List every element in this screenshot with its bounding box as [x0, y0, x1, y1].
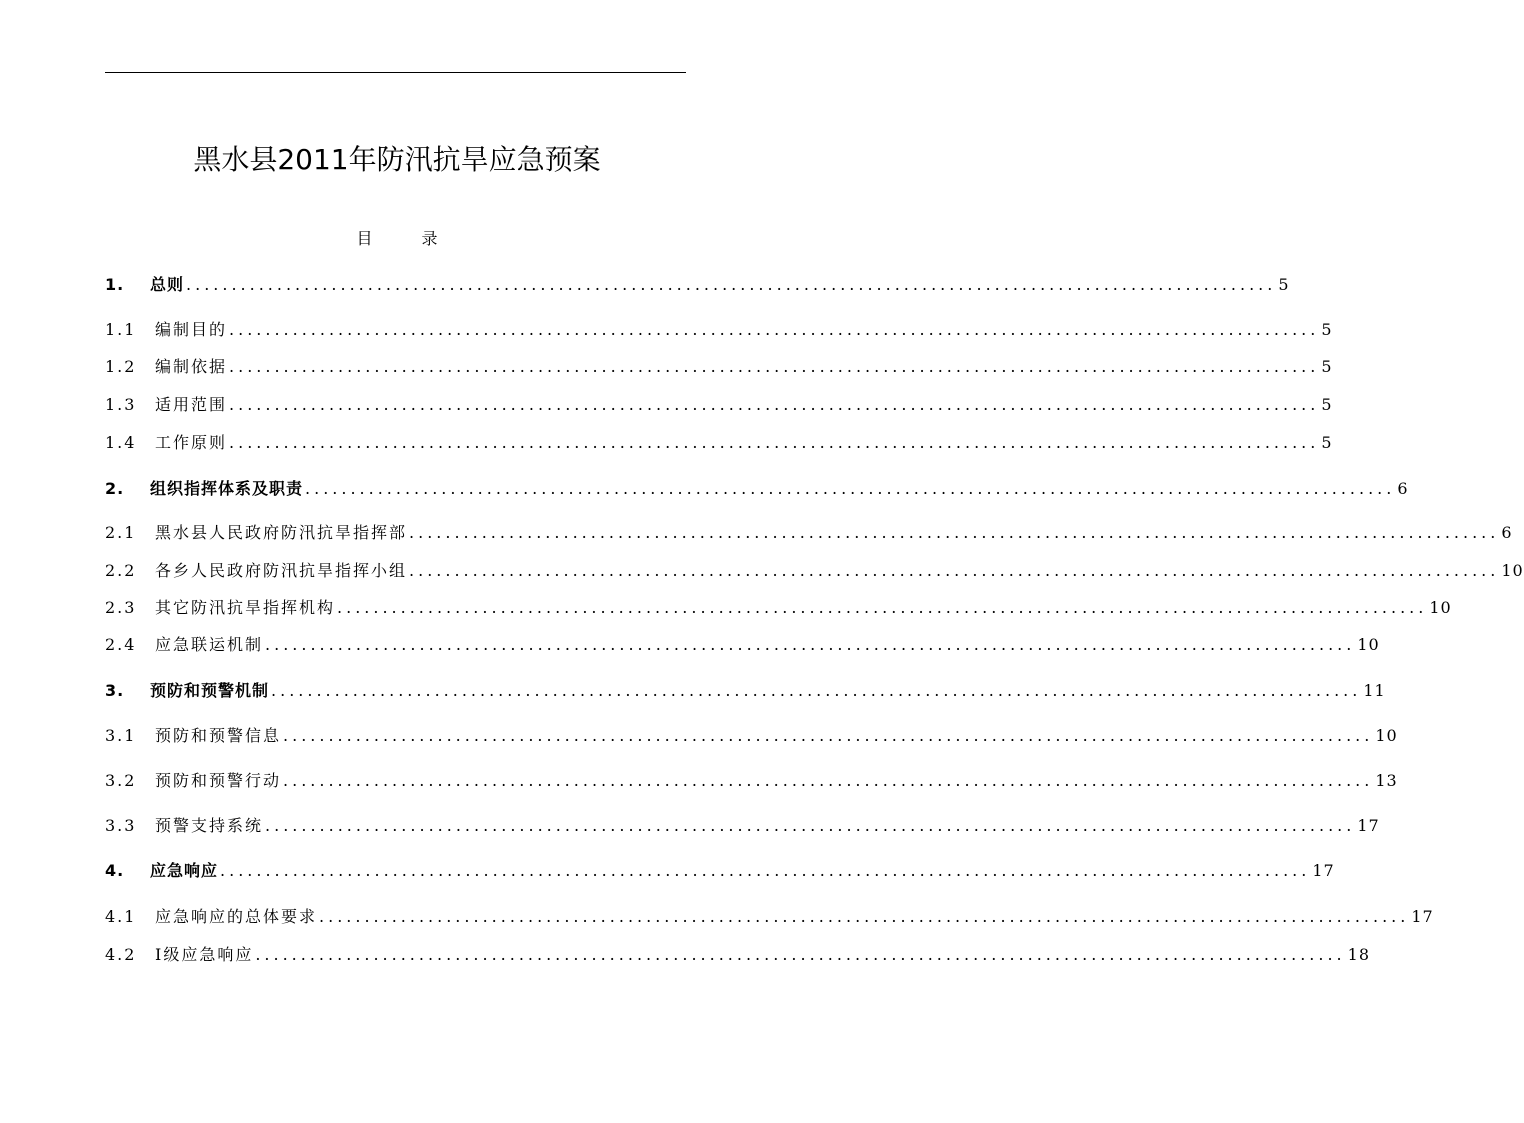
- toc-entry-number: 1.4: [105, 433, 137, 452]
- toc-entry-page-number: 5: [1321, 357, 1333, 376]
- toc-entry-page-number: 17: [1411, 907, 1434, 926]
- toc-entry-label: 应急响应: [150, 861, 219, 880]
- toc-entry-page-number: 5: [1321, 395, 1333, 414]
- toc-entry-number: 4.2: [105, 945, 137, 964]
- toc-entry-page-number: 5: [1321, 433, 1333, 452]
- document-title: 黑水县2011年防汛抗旱应急预案: [193, 143, 601, 176]
- toc-entry-number: 1.2: [105, 357, 137, 376]
- toc-entry-number: 3.2: [105, 771, 137, 790]
- toc-entry[interactable]: [105, 354, 1333, 377]
- toc-entry-label: 预防和预警行动: [155, 771, 282, 790]
- toc-entry-label: 黑水县人民政府防汛抗旱指挥部: [155, 523, 408, 542]
- toc-entry-label: 各乡人民政府防汛抗旱指挥小组: [155, 561, 408, 580]
- toc-entry-label: 预防和预警信息: [155, 726, 282, 745]
- toc-dot-leader: ........................................................................................................................: [337, 598, 1428, 617]
- toc-entry-number: 4.: [105, 861, 125, 880]
- toc-entry[interactable]: [105, 595, 1452, 618]
- toc-entry-page-number: 10: [1357, 635, 1380, 654]
- toc-entry-number: 2.2: [105, 561, 137, 580]
- toc-entry-label: 其它防汛抗旱指挥机构: [155, 598, 336, 617]
- toc-entry-label: 编制依据: [155, 357, 228, 376]
- toc-entry-label: 工作原则: [155, 433, 228, 452]
- toc-entry-page-number: 10: [1429, 598, 1452, 617]
- toc-entry-page-number: 10: [1501, 561, 1524, 580]
- toc-entry[interactable]: [105, 768, 1398, 791]
- toc-entry-label: 组织指挥体系及职责: [150, 479, 304, 498]
- toc-entry[interactable]: [105, 430, 1333, 453]
- toc-dot-leader: ........................................................................................................................: [220, 861, 1311, 880]
- toc-entry-number: 1.1: [105, 320, 137, 339]
- toc-heading: 目 录: [356, 229, 460, 248]
- toc-entry-page-number: 17: [1312, 861, 1335, 880]
- toc-entry-label: 编制目的: [155, 320, 228, 339]
- toc-entry-number: 2.: [105, 479, 125, 498]
- toc-entry-number: 3.: [105, 681, 125, 700]
- toc-entry[interactable]: [105, 520, 1513, 543]
- toc-dot-leader: ........................................................................................................................: [283, 771, 1374, 790]
- toc-entry-page-number: 5: [1278, 275, 1290, 294]
- toc-entry[interactable]: [105, 476, 1409, 499]
- header-rule: [105, 72, 686, 73]
- toc-entry[interactable]: [105, 678, 1386, 701]
- toc-dot-leader: ........................................................................................................................: [409, 561, 1500, 580]
- toc-entry[interactable]: [105, 942, 1370, 965]
- toc-dot-leader: ........................................................................................................................: [229, 433, 1320, 452]
- toc-entry-label: 总则: [150, 275, 185, 294]
- toc-entry-page-number: 17: [1357, 816, 1380, 835]
- toc-dot-leader: ........................................................................................................................: [229, 357, 1320, 376]
- toc-entry-number: 4.1: [105, 907, 137, 926]
- toc-entry-label: 预警支持系统: [155, 816, 264, 835]
- toc-entry[interactable]: [105, 392, 1333, 415]
- toc-entry-number: 1.: [105, 275, 125, 294]
- toc-entry-page-number: 6: [1501, 523, 1513, 542]
- toc-entry-page-number: 18: [1347, 945, 1370, 964]
- toc-entry-number: 3.1: [105, 726, 137, 745]
- toc-entry[interactable]: [105, 723, 1398, 746]
- toc-entry-number: 2.3: [105, 598, 137, 617]
- toc-dot-leader: ........................................................................................................................: [265, 635, 1356, 654]
- toc-dot-leader: ........................................................................................................................: [409, 523, 1500, 542]
- toc-entry-number: 2.4: [105, 635, 137, 654]
- toc-dot-leader: ........................................................................................................................: [305, 479, 1396, 498]
- toc-dot-leader: ........................................................................................................................: [229, 320, 1320, 339]
- toc-entry-label: 适用范围: [155, 395, 228, 414]
- toc-entry-label: 应急联运机制: [155, 635, 264, 654]
- toc-dot-leader: ........................................................................................................................: [265, 816, 1356, 835]
- toc-entry-page-number: 11: [1363, 681, 1386, 700]
- toc-entry-page-number: 13: [1375, 771, 1398, 790]
- toc-entry[interactable]: [105, 272, 1290, 295]
- toc-entry-page-number: 6: [1397, 479, 1409, 498]
- toc-dot-leader: ........................................................................................................................: [283, 726, 1374, 745]
- toc-entry-label: 应急响应的总体要求: [155, 907, 318, 926]
- toc-entry[interactable]: [105, 632, 1380, 655]
- toc-entry-number: 3.3: [105, 816, 137, 835]
- toc-entry-label: 预防和预警机制: [150, 681, 270, 700]
- toc-dot-leader: ........................................................................................................................: [229, 395, 1320, 414]
- toc-entry[interactable]: [105, 858, 1335, 881]
- toc-entry[interactable]: [105, 813, 1380, 836]
- toc-entry-number: 1.3: [105, 395, 137, 414]
- toc-entry[interactable]: [105, 558, 1524, 581]
- toc-entry-number: 2.1: [105, 523, 137, 542]
- toc-entry-label: Ⅰ级应急响应: [155, 945, 254, 964]
- toc-entry[interactable]: [105, 317, 1333, 340]
- toc-dot-leader: ........................................................................................................................: [255, 945, 1346, 964]
- toc-dot-leader: ........................................................................................................................: [271, 681, 1362, 700]
- toc-entry-page-number: 10: [1375, 726, 1398, 745]
- toc-dot-leader: ........................................................................................................................: [319, 907, 1410, 926]
- toc-dot-leader: ........................................................................................................................: [186, 275, 1277, 294]
- toc-entry[interactable]: [105, 904, 1434, 927]
- toc-entry-page-number: 5: [1321, 320, 1333, 339]
